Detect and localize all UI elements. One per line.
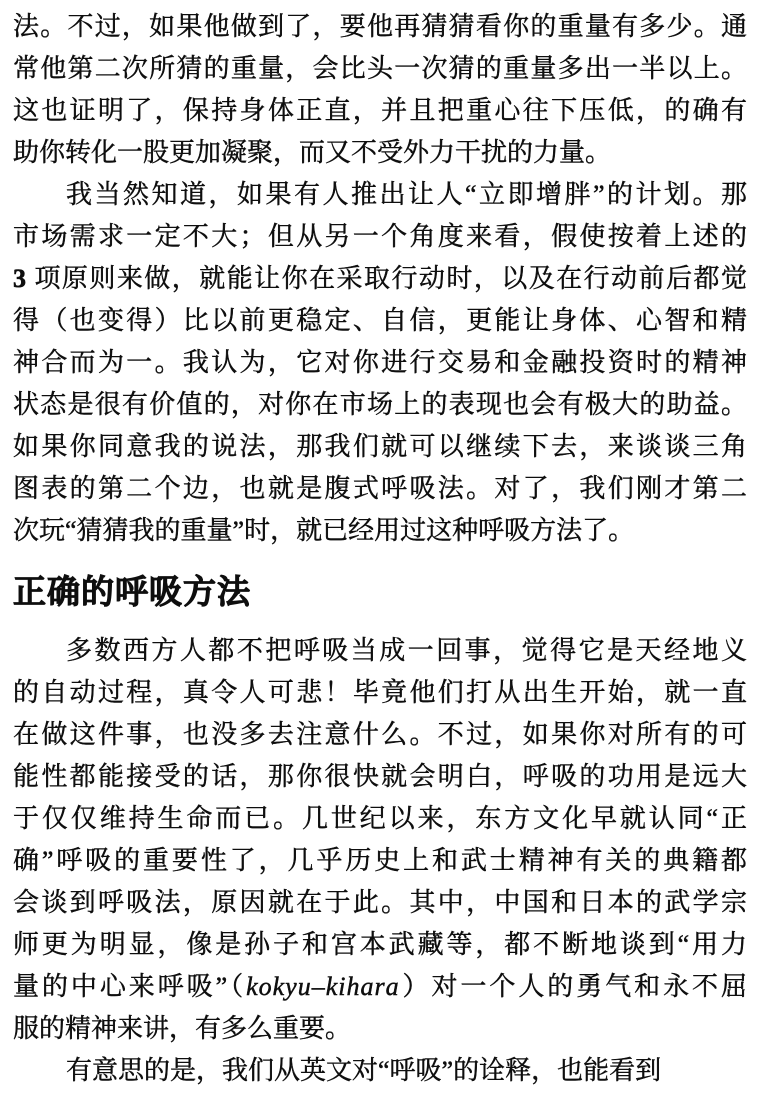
paragraph-2 [13,174,747,552]
paragraph-continuation [13,6,747,174]
text-line: 多数西方人都不把呼吸当成一回事，觉得它是天经地义 [66,636,747,665]
text-line: 会谈到呼吸法，原因就在于此。其中，中国和日本的武学宗 [13,888,747,917]
text-line: 确”呼吸的重要性了，几乎历史上和武士精神有关的典籍都 [13,846,747,875]
text-line: 于仅仅维持生命而已。几世纪以来，东方文化早就认同“正 [13,804,747,833]
bold-numeral: 3 [13,264,26,293]
romanized-term: kokyu–kihara [246,972,400,1001]
text-line [13,258,747,300]
text-line: 在做这件事，也没多去注意什么。不过，如果你对所有的可 [13,720,747,749]
text-line: 法。不过，如果他做到了，要他再猜猜看你的重量有多少。通 [13,12,747,41]
text-line: 市场需求一定不大；但从另一个角度来看，假使按着上述的 [13,222,747,251]
paragraph-4 [13,1050,747,1092]
text-line: 神合而为一。我认为，它对你进行交易和金融投资时的精神 [13,348,747,377]
section-heading: 正确的呼吸方法 [13,573,251,610]
text-line: 这也证明了，保持身体正直，并且把重心往下压低，的确有 [13,96,747,125]
text-line: 助你转化一股更加凝聚，而又不受外力干扰的力量。 [13,138,612,167]
paragraph-3 [13,630,747,1050]
text-segment: ）对一个人的勇气和永不屈 [399,972,747,1001]
text-line: 师更为明显，像是孙子和宫本武藏等，都不断地谈到“用力 [13,930,747,959]
text-line: 我当然知道，如果有人推出让人“立即增胖”的计划。那 [66,180,747,209]
text-line: 如果你同意我的说法，那我们就可以继续下去，来谈谈三角 [13,432,747,461]
text-line: 图表的第二个边，也就是腹式呼吸法。对了，我们刚才第二 [13,474,747,503]
text-line: 的自动过程，真令人可悲！毕竟他们打从出生开始，就一直 [13,678,747,707]
text-line: 有意思的是，我们从英文对“呼吸”的诠释，也能看到 [66,1056,662,1085]
text-segment: 量的中心来呼吸”（ [13,972,247,1001]
text-line: 能性都能接受的话，那你很快就会明白，呼吸的功用是远大 [13,762,747,791]
text-segment: 项原则来做，就能让你在采取行动时，以及在行动前后都觉 [33,264,747,293]
text-line: 状态是很有价值的，对你在市场上的表现也会有极大的助益。 [13,390,747,419]
text-line: 次玩“猜猜我的重量”时，就已经用过这种呼吸方法了。 [13,516,635,545]
text-line [13,966,747,1008]
text-line: 常他第二次所猜的重量，会比头一次猜的重量多出一半以上。 [13,54,747,83]
text-line: 得（也变得）比以前更稳定、自信，更能让身体、心智和精 [13,306,747,335]
text-line: 服的精神来讲，有多么重要。 [13,1014,352,1043]
